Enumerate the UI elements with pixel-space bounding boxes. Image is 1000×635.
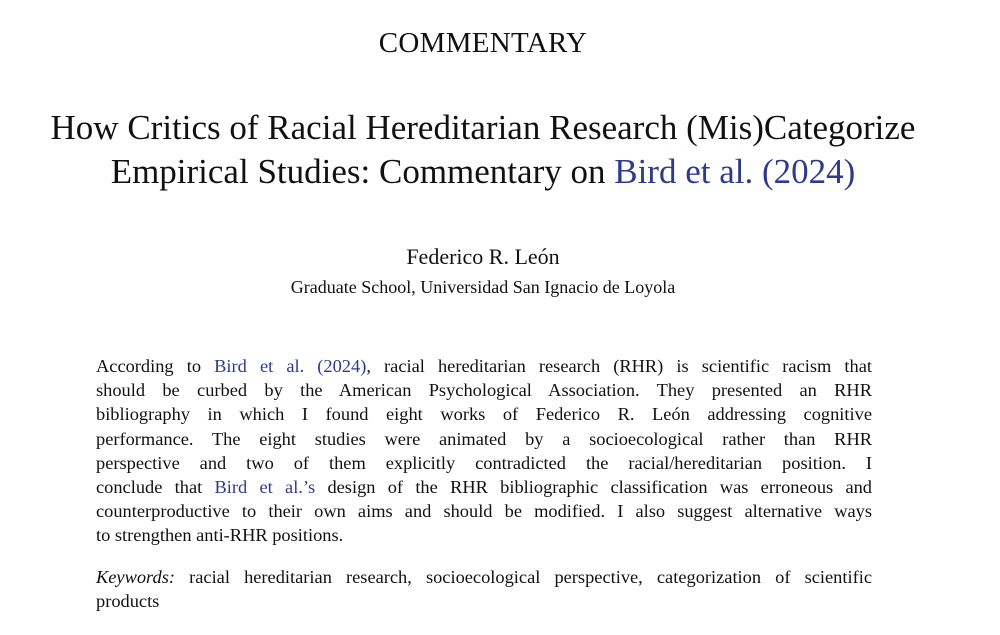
abstract-line-8: to strengthen anti-RHR positions. xyxy=(96,525,344,546)
abstract-text: conclude that xyxy=(96,477,215,498)
abstract-text: design of the RHR bibliographic classification was erroneous and xyxy=(315,477,872,498)
abstract-line-5: perspective and two of them explicitly contradicted the racial/hereditarian position. I xyxy=(96,452,872,473)
author-affiliation: Graduate School, Universidad San Ignacio de Loyola xyxy=(290,277,676,297)
abstract-text: , racial hereditarian research (RHR) is scientific racism that xyxy=(366,356,872,376)
keywords-text: racial hereditarian research, socioecological perspective, categorization of scientific xyxy=(175,567,872,587)
abstract-line-4: performance. The eight studies were animated by a socioecological rather than RHR xyxy=(96,428,872,449)
abstract-line-3: bibliography in which I found eight works of Federico R. León addressing cognitive xyxy=(96,404,872,425)
title-citation-link[interactable]: Bird et al. (2024) xyxy=(614,152,856,191)
abstract-line-2: should be curbed by the American Psychological Association. They presented an RHR xyxy=(96,380,872,401)
abstract-line-1 xyxy=(96,354,872,378)
keywords-label: Keywords: xyxy=(96,567,176,587)
section-label: COMMENTARY xyxy=(378,27,588,59)
abstract-text: According to xyxy=(96,356,215,376)
keywords xyxy=(96,565,872,613)
abstract-line-7: counterproductive to their own aims and should be modified. I also suggest alternative ways xyxy=(96,501,872,522)
abstract-citation-link-1[interactable]: Bird et al. (2024) xyxy=(214,356,367,376)
abstract-citation-link-2[interactable]: Bird et al.’s xyxy=(214,477,316,498)
abstract-line-6 xyxy=(96,475,872,499)
title-line-2-text: Empirical Studies: Commentary on xyxy=(110,152,615,191)
abstract xyxy=(96,354,872,548)
keywords-line-2: products xyxy=(96,591,160,612)
keywords-line-1 xyxy=(96,565,872,589)
paper-title xyxy=(0,106,966,194)
author-name: Federico R. León xyxy=(406,244,560,269)
title-line-1: How Critics of Racial Hereditarian Research (Mis)Categorize xyxy=(50,108,916,147)
title-line-2 xyxy=(0,150,966,194)
